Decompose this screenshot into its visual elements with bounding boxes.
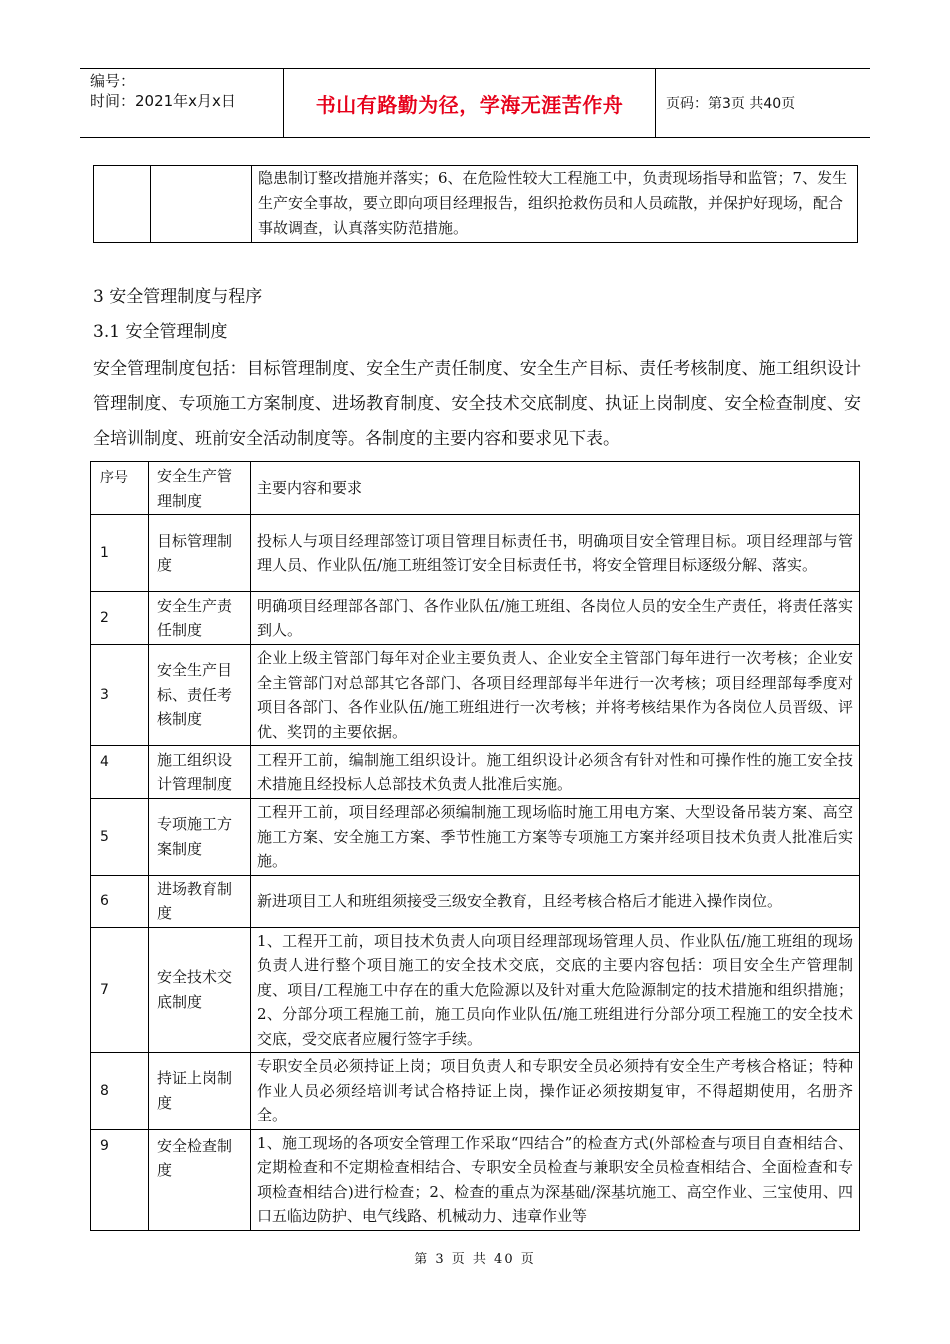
- table-row: [91, 875, 860, 927]
- row-name: 安全技术交底制度: [149, 927, 251, 1053]
- row-content: 明确项目经理部各部门、各作业队伍/施工班组、各岗位人员的安全生产责任，将责任落实到人。: [251, 592, 860, 645]
- row-name: 施工组织设计管理制度: [149, 746, 251, 799]
- row-content: 工程开工前，编制施工组织设计。施工组织设计必须含有针对性和可操作性的施工安全技术措施且经投标人总部技术负责人批准后实施。: [251, 746, 860, 799]
- table-row: [91, 927, 860, 1053]
- table-row: [91, 515, 860, 592]
- row-name: 安全生产目标、责任考核制度: [149, 645, 251, 746]
- header-meta: [80, 69, 284, 137]
- row-no: 8: [91, 1053, 149, 1130]
- safety-system-table: [90, 461, 860, 1231]
- row-content: 新进项目工人和班组须接受三级安全教育，且经考核合格后才能进入操作岗位。: [251, 875, 860, 927]
- row-content: 专职安全员必须持证上岗；项目负责人和专职安全员必须持有安全生产考核合格证；特种作业人员必须经培训考试合格持证上岗，操作证必须按期复审，不得超期使用，名册齐全。: [251, 1053, 860, 1130]
- subsection-heading: 3.1 安全管理制度: [93, 322, 228, 342]
- header-no: 序号: [91, 462, 149, 515]
- continuation-table: [93, 165, 858, 243]
- row-content: 投标人与项目经理部签订项目管理目标责任书，明确项目安全管理目标。项目经理部与管理人员、作业队伍/施工班组签订安全目标责任书，将安全管理目标逐级分解、落实。: [251, 515, 860, 592]
- table-row: [91, 592, 860, 645]
- row-content: 企业上级主管部门每年对企业主要负责人、企业安全主管部门每年进行一次考核；企业安全主管部门对总部其它各部门、各项目经理部每半年进行一次考核；项目经理部每季度对项目各部门、各作业队伍/施工班组进行一次考核；并将考核结果作为各岗位人员晋级、评优、奖罚的主要依据。: [251, 645, 860, 746]
- row-no: 6: [91, 875, 149, 927]
- table-row: [91, 1129, 860, 1230]
- row-no: 3: [91, 645, 149, 746]
- page-footer: 第 3 页 共 40 页: [414, 1252, 536, 1267]
- row-no: 1: [91, 515, 149, 592]
- time-label: 时间：2021年x月x日: [90, 92, 236, 110]
- header-motto: 书山有路勤为径，学海无涯苦作舟: [284, 69, 656, 137]
- table-cell-empty: [94, 166, 151, 243]
- row-no: 4: [91, 746, 149, 799]
- intro-paragraph: 安全管理制度包括：目标管理制度、安全生产责任制度、安全生产目标、责任考核制度、施工组织设计管理制度、专项施工方案制度、进场教育制度、安全技术交底制度、执证上岗制度、安全检查制度、安全培训制度、班前安全活动制度等。各制度的主要内容和要求见下表。: [93, 359, 861, 449]
- table-row: [91, 799, 860, 876]
- table-header-row: [91, 462, 860, 515]
- number-label: 编号：: [90, 72, 136, 90]
- page-header: [80, 68, 870, 138]
- row-content: 1、工程开工前，项目技术负责人向项目经理部现场管理人员、作业队伍/施工班组的现场负责人进行整个项目施工的安全技术交底，交底的主要内容包括：项目安全生产管理制度、项目/工程施工中存在的重大危险源以及针对重大危险源制定的技术措施和组织措施；2、分部分项工程施工前，施工员向作业队伍/施工班组进行分部分项工程施工的安全技术交底，受交底者应履行签字手续。: [251, 927, 860, 1053]
- row-name: 专项施工方案制度: [149, 799, 251, 876]
- table-row: [94, 166, 858, 243]
- section-heading: 3 安全管理制度与程序: [93, 287, 263, 307]
- row-name: 持证上岗制度: [149, 1053, 251, 1130]
- row-content: 1、施工现场的各项安全管理工作采取“四结合”的检查方式(外部检查与项目自查相结合、定期检查和不定期检查相结合、专职安全员检查与兼职安全员检查相结合、全面检查和专项检查相结合)进行检查；2、检查的重点为深基础/深基坑施工、高空作业、三宝使用、四口五临边防护、电气线路、机械动力、违章作业等: [251, 1129, 860, 1230]
- row-name: 安全生产责任制度: [149, 592, 251, 645]
- table-row: [91, 746, 860, 799]
- row-no: 9: [91, 1129, 149, 1230]
- row-name: 安全检查制度: [149, 1129, 251, 1230]
- row-content: 工程开工前，项目经理部必须编制施工现场临时施工用电方案、大型设备吊装方案、高空施工方案、安全施工方案、季节性施工方案等专项施工方案并经项目技术负责人批准后实施。: [251, 799, 860, 876]
- row-name: 进场教育制度: [149, 875, 251, 927]
- continuation-text: 隐患制订整改措施并落实；6、在危险性较大工程施工中，负责现场指导和监管；7、发生生产安全事故，要立即向项目经理报告，组织抢救伤员和人员疏散，并保护好现场，配合事故调查，认真落实防范措施。: [252, 166, 858, 243]
- table-row: [91, 1053, 860, 1130]
- row-name: 目标管理制度: [149, 515, 251, 592]
- table-cell-empty: [151, 166, 252, 243]
- header-content: 主要内容和要求: [251, 462, 860, 515]
- row-no: 2: [91, 592, 149, 645]
- row-no: 7: [91, 927, 149, 1053]
- header-page-info: 页码：第3页 共40页: [666, 96, 796, 112]
- header-name: 安全生产管理制度: [149, 462, 251, 515]
- row-no: 5: [91, 799, 149, 876]
- table-row: [91, 645, 860, 746]
